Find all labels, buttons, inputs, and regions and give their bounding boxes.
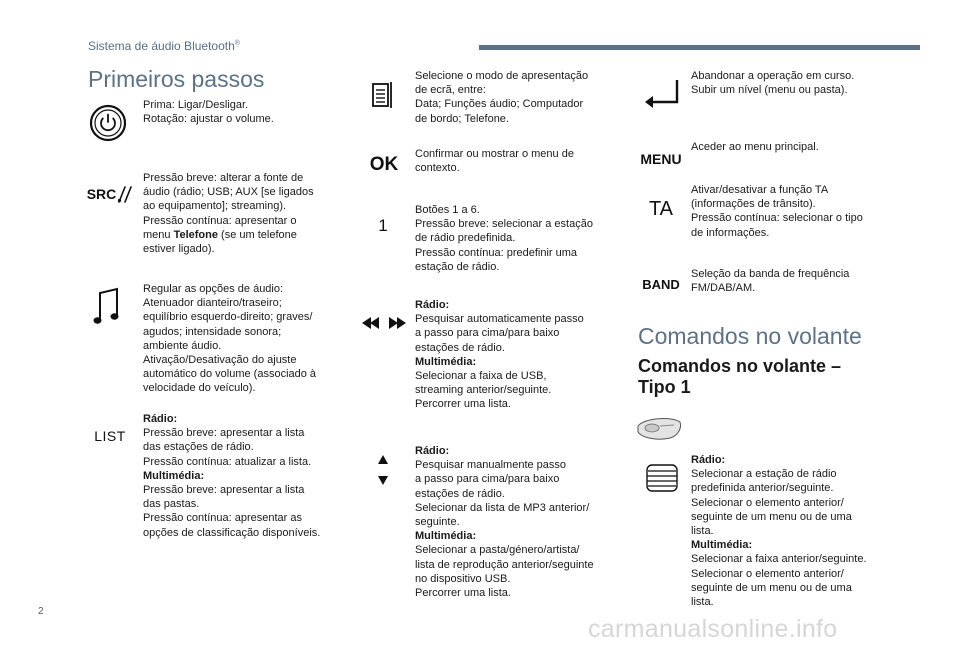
list-description: Rádio: Pressão breve: apresentar a lista das estações de rádio. Pressão contínua: atualizar a lista. Multimédia: Pressão breve: apresentar a lista das pastas. Pressão contínua: apresentar as opções de classificação disponíveis.: [143, 413, 321, 539]
header-rule: [479, 45, 920, 50]
preset-button-icon: 1: [378, 216, 388, 235]
band-description: Seleção da banda de frequência FM/DAB/AM.: [691, 268, 850, 295]
ta-description: Ativar/desativar a função TA (informações de trânsito). Pressão contínua: selecionar o tipo de informações.: [691, 184, 863, 239]
back-description: Abandonar a operação em curso. Subir um nível (menu ou pasta).: [691, 70, 855, 97]
display-mode-description: Selecione o modo de apresentação de ecrã, entre: Data; Funções áudio; Computador de bordo; Telefone.: [415, 70, 589, 125]
menu-icon: MENU: [640, 151, 682, 167]
src-description: Pressão breve: alterar a fonte de áudio (rádio; USB; AUX [se ligados ao equipamento]; streaming). Pressão contínua: apresentar o menu Telefone (se um telefone estiver ligado).: [143, 172, 314, 256]
audio-settings-description: Regular as opções de áudio: Atenuador dianteiro/traseiro; equilíbrio esquerdo-direito; graves/ agudos; intensidade sonora; ambiente áudio. Ativação/Desativação do ajuste automático do volume (associado à velocidade do veículo).: [143, 283, 317, 395]
ta-icon: TA: [648, 197, 674, 220]
menu-description: Aceder ao menu principal.: [691, 141, 819, 153]
band-icon: BAND: [642, 276, 680, 292]
up-down-arrows-icon: [376, 454, 390, 486]
power-description: Prima: Ligar/Desligar. Rotação: ajustar o volume.: [143, 99, 274, 126]
music-note-icon: [92, 286, 122, 328]
seek-arrows-icon: [362, 315, 406, 331]
section-title-comandos-no-volante: Comandos no volante: [638, 323, 862, 349]
steering-stalk-icon: [634, 414, 684, 444]
back-arrow-icon: [642, 76, 682, 112]
wheel-description: Rádio: Selecionar a estação de rádio predefinida anterior/seguinte. Selecionar o elemento anterior/ seguinte de um menu ou de uma lista. Multimédia: Selecionar a faixa anterior/seguinte. Selecionar o elemento anterior/ seguinte de um menu ou de uma lista.: [691, 454, 867, 609]
power-knob-icon: [88, 103, 128, 143]
watermark: carmanualsonline.info: [588, 615, 838, 643]
display-mode-icon: [370, 80, 396, 110]
scroll-wheel-icon: [645, 463, 679, 493]
section-title-primeiros-passos: Primeiros passos: [88, 66, 265, 92]
preset-buttons-description: Botões 1 a 6. Pressão breve: selecionar a estação de rádio predefinida. Pressão contínua: predefinir uma estação de rádio.: [415, 204, 593, 273]
subsection-title-tipo-1: Comandos no volante – Tipo 1: [638, 356, 842, 397]
ok-description: Confirmar ou mostrar o menu de contexto.: [415, 148, 574, 175]
page-number: 2: [38, 606, 44, 617]
ok-icon: OK: [369, 154, 399, 175]
running-header: Sistema de áudio Bluetooth®: [88, 39, 240, 53]
up-down-description: Rádio: Pesquisar manualmente passo a passo para cima/para baixo estações de rádio. Selecionar da lista de MP3 anterior/ seguinte. Multimédia: Selecionar a pasta/género/artista/ lista de reprodução anterior/seguinte no dispositivo USB. Percorrer uma lista.: [415, 445, 594, 600]
seek-description: Rádio: Pesquisar automaticamente passo a passo para cima/para baixo estações de rádio. Multimédia: Selecionar a faixa de USB, streaming anterior/seguinte. Percorrer uma lista.: [415, 299, 584, 411]
src-icon: SRC: [86, 184, 134, 204]
list-icon: LIST: [94, 428, 126, 444]
